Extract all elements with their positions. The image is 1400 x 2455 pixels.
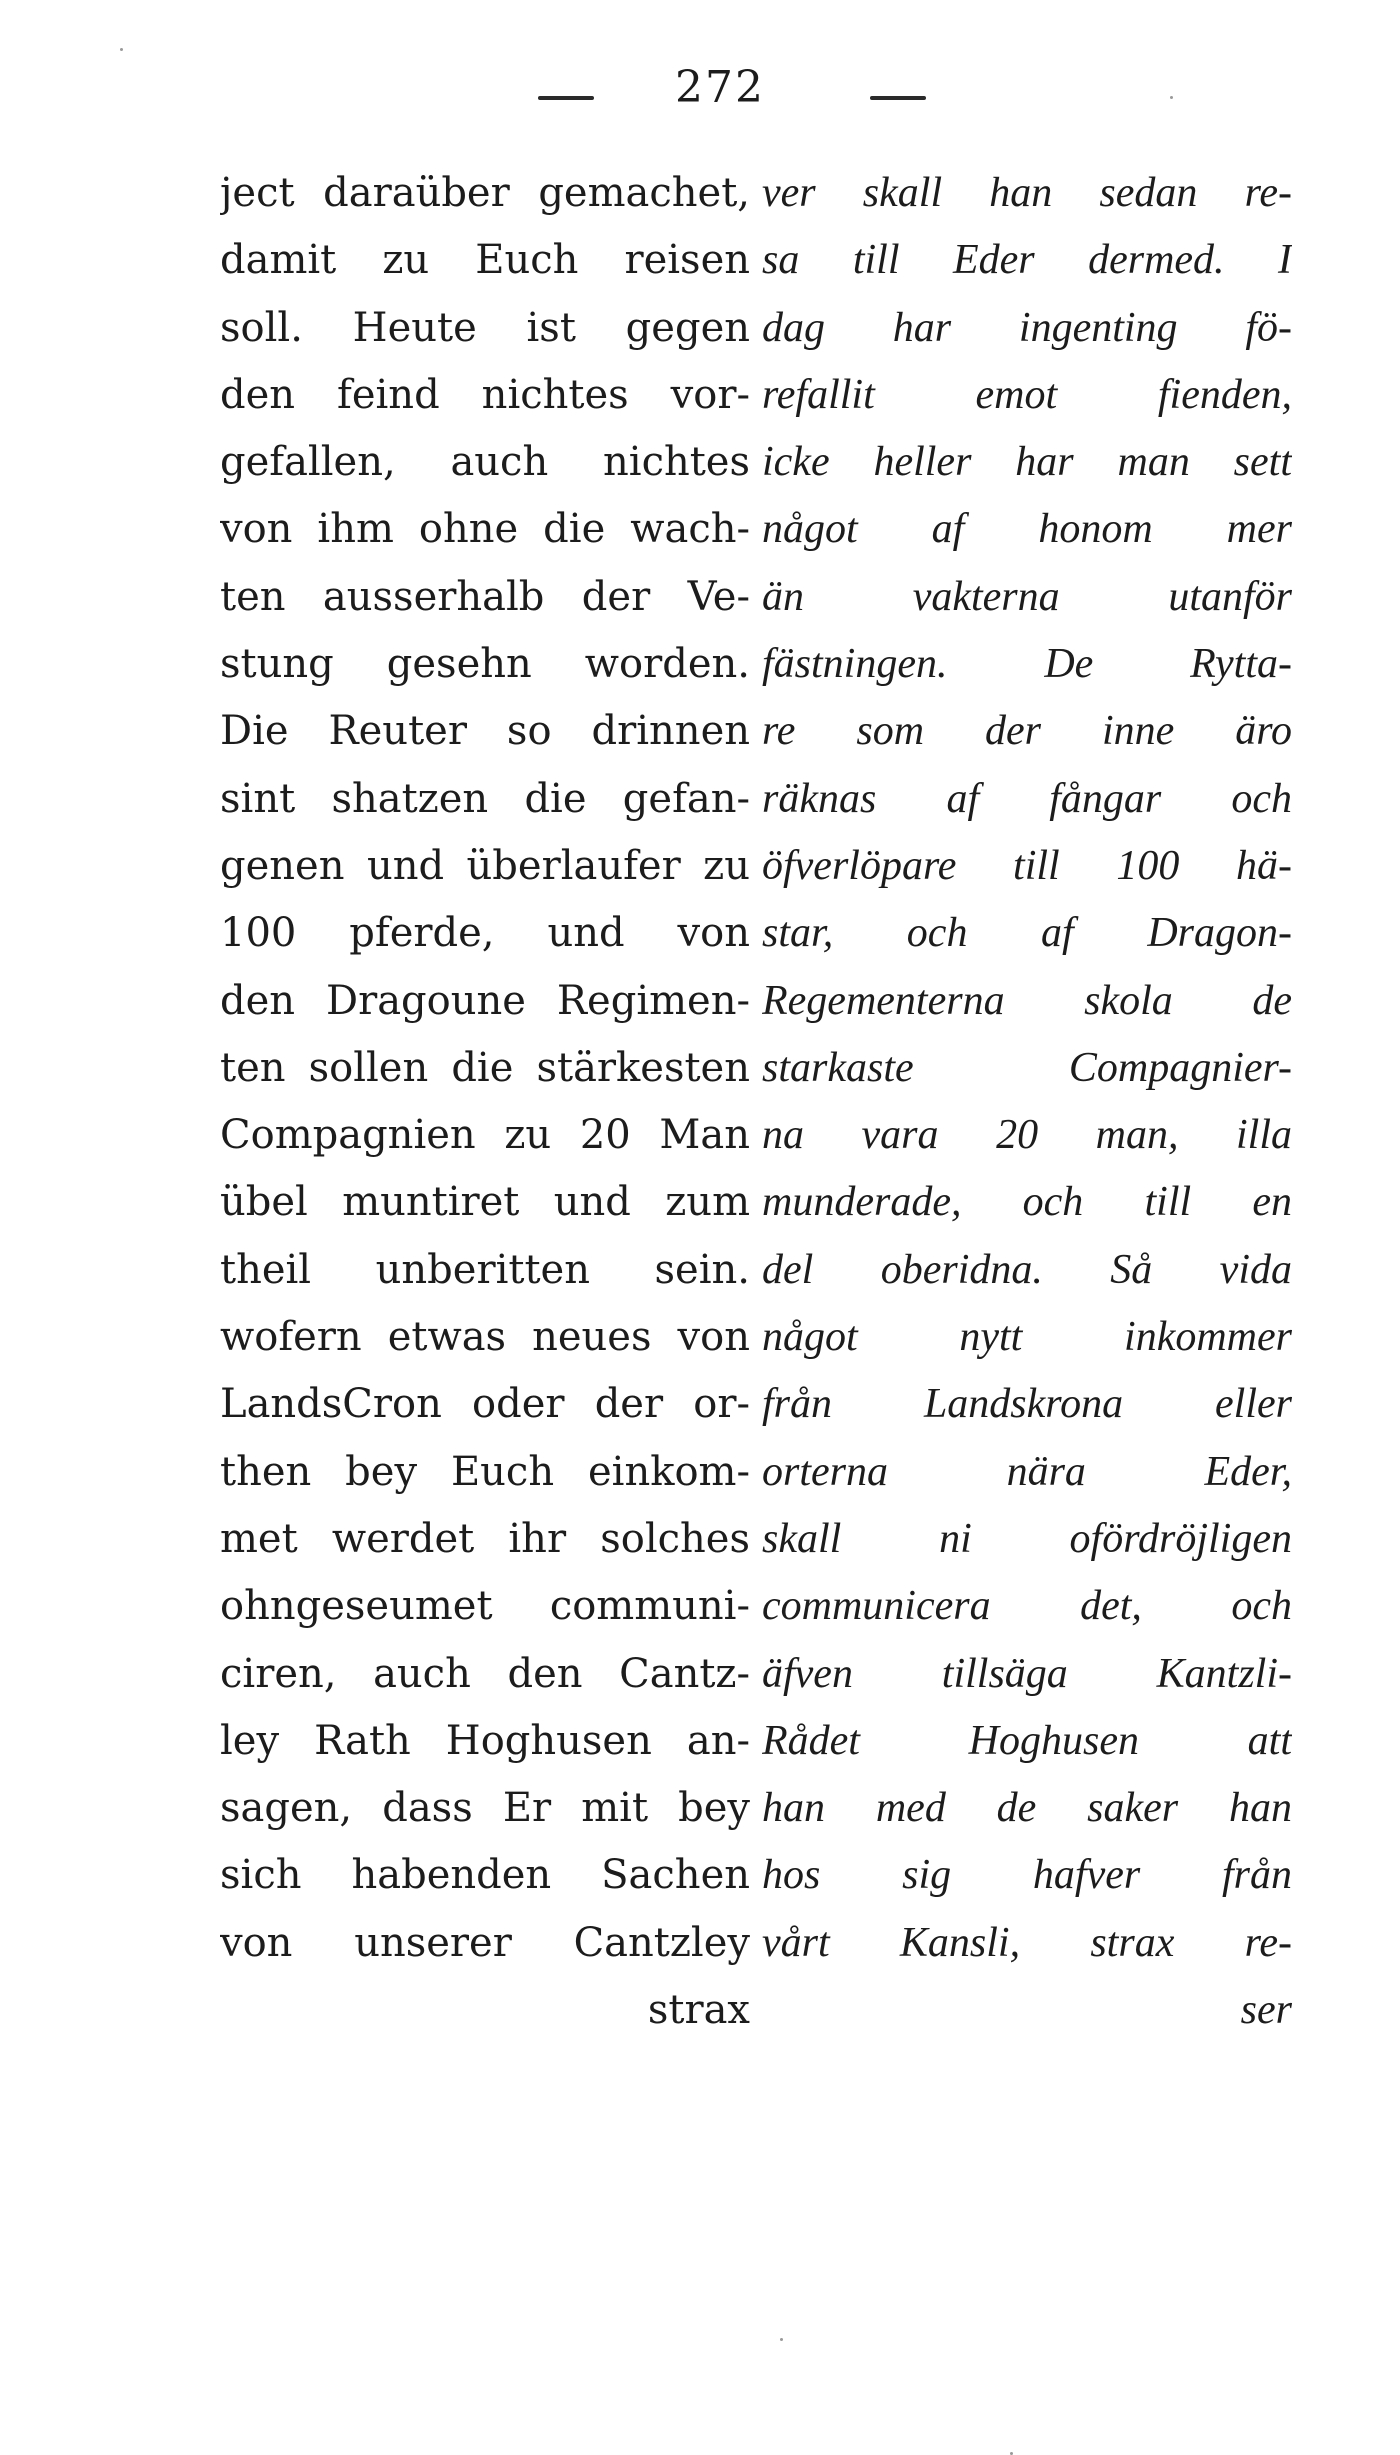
swedish-line: något nytt inkommer [762, 1314, 1292, 1361]
german-line: sagen, dass Er mit bey [220, 1785, 750, 1832]
german-line: gefallen, auch nichtes [220, 439, 750, 486]
german-line: soll. Heute ist gegen [220, 304, 750, 351]
german-line: 100 pferde, und von [220, 910, 750, 957]
print-speck [780, 2338, 783, 2341]
swedish-line: re som der inne äro [762, 708, 1292, 755]
german-line: ject daraüber gemachet, [220, 170, 750, 216]
swedish-line: dag har ingenting fö- [762, 304, 1292, 351]
swedish-line: skall ni ofördröjligen [762, 1515, 1292, 1562]
german-line: Die Reuter so drinnen [220, 708, 750, 755]
german-line: ciren, auch den Cantz- [220, 1650, 750, 1697]
swedish-line: något af honom mer [762, 506, 1292, 553]
print-speck [120, 48, 123, 51]
german-line: ohngeseumet communi- [220, 1583, 750, 1630]
print-speck [1170, 96, 1173, 99]
page-number: 272 [675, 62, 765, 113]
swedish-line: från Landskrona eller [762, 1381, 1292, 1428]
swedish-line: hos sig hafver från [762, 1852, 1292, 1899]
swedish-line: orterna nära Eder, [762, 1448, 1292, 1495]
page-header [0, 62, 1400, 132]
german-line: then bey Euch einkom- [220, 1448, 750, 1495]
german-line: damit zu Euch reisen [220, 237, 750, 284]
swedish-line: han med de saker han [762, 1785, 1292, 1832]
swedish-line: sa till Eder dermed. I [762, 237, 1292, 284]
german-line: von unserer Cantzley [220, 1919, 750, 1966]
german-line: Compagnien zu 20 Man [220, 1112, 750, 1159]
swedish-line: icke heller har man sett [762, 439, 1292, 486]
swedish-line: vårt Kansli, strax re- [762, 1919, 1292, 1966]
german-line: wofern etwas neues von [220, 1314, 750, 1361]
german-line: met werdet ihr solches [220, 1515, 750, 1562]
header-dash-left [538, 96, 594, 100]
swedish-line: än vakterna utanför [762, 573, 1292, 620]
german-line: theil unberitten sein. [220, 1246, 750, 1293]
swedish-line: na vara 20 man, illa [762, 1112, 1292, 1159]
swedish-line: communicera det, och [762, 1583, 1292, 1630]
swedish-line: munderade, och till en [762, 1179, 1292, 1226]
swedish-line: starkaste Compagnier- [762, 1044, 1292, 1091]
swedish-line: Rådet Hoghusen att [762, 1717, 1292, 1764]
german-line: ten ausserhalb der Ve- [220, 573, 750, 620]
german-column [220, 160, 750, 2044]
swedish-line: refallit emot fienden, [762, 371, 1292, 418]
german-line: den Dragoune Regimen- [220, 977, 750, 1024]
swedish-line: öfverlöpare till 100 hä- [762, 842, 1292, 889]
swedish-catchword: ser [1240, 1987, 1292, 2034]
german-line: LandsCron oder der or- [220, 1381, 750, 1428]
swedish-line: räknas af fångar och [762, 775, 1292, 822]
header-dash-right [870, 96, 926, 100]
german-line: ley Rath Hoghusen an- [220, 1717, 750, 1764]
german-line: übel muntiret und zum [220, 1179, 750, 1226]
german-line: ten sollen die stärkesten [220, 1044, 750, 1091]
german-catchword: strax [647, 1987, 750, 2034]
german-line: stung gesehn worden. [220, 641, 750, 688]
german-line: sint shatzen die gefan- [220, 775, 750, 822]
german-line: sich habenden Sachen [220, 1852, 750, 1899]
german-line: den feind nichtes vor- [220, 371, 750, 418]
german-line: von ihm ohne die wach- [220, 506, 750, 553]
swedish-line: fästningen. De Rytta- [762, 641, 1292, 688]
swedish-column [762, 160, 1292, 2044]
swedish-line: ver skall han sedan re- [762, 170, 1292, 216]
swedish-line: del oberidna. Så vida [762, 1246, 1292, 1293]
swedish-line: Regementerna skola de [762, 977, 1292, 1024]
german-line: genen und überlaufer zu [220, 842, 750, 889]
swedish-line: star, och af Dragon- [762, 910, 1292, 957]
swedish-line: äfven tillsäga Kantzli- [762, 1650, 1292, 1697]
